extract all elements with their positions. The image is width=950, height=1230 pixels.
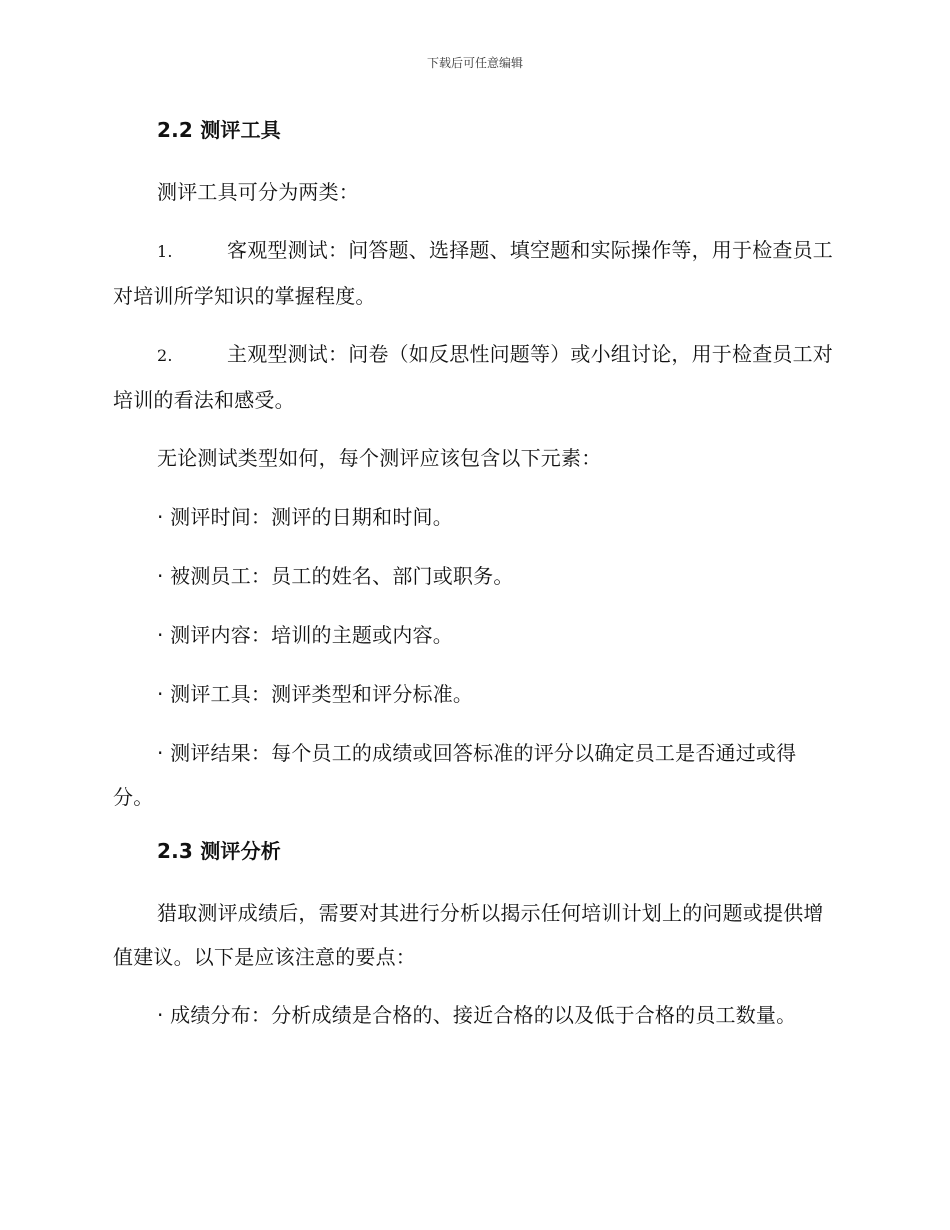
analysis-intro: 猎取测评成绩后，需要对其进行分析以揭示任何培训计划上的问题或提供增值建议。以下是应该注意的要点： [113,901,824,969]
tools-intro: 测评工具可分为两类： [157,180,359,204]
list-text: 主观型测试：问卷（如反思性问题等）或小组讨论，用于检查员工对培训的看法和感受。 [113,342,833,412]
list-number: 2. [157,346,173,365]
list-item-subjective [113,332,835,422]
section-heading-2-2: 2.2 测评工具 [157,118,281,142]
bullet-item: · 测评内容：培训的主题或内容。 [157,623,453,647]
list-number: 1. [157,242,173,261]
list-item-objective [113,228,835,318]
bullet-item: · 测评时间：测评的日期和时间。 [157,505,453,529]
page-header: 下载后可任意编辑 [426,56,523,70]
bullet-item: · 测评工具：测评类型和评分标准。 [157,682,474,706]
bullet-item: · 成绩分布：分析成绩是合格的、接近合格的以及低于合格的员工数量。 [157,1003,797,1027]
bullet-item: · 被测员工：员工的姓名、部门或职务。 [157,564,514,588]
bullet-item: · 测评结果：每个员工的成绩或回答标准的评分以确定员工是否通过或得分。 [113,741,797,809]
elements-intro: 无论测试类型如何，每个测评应该包含以下元素： [157,446,602,470]
document-body [113,112,835,1037]
list-text: 客观型测试：问答题、选择题、填空题和实际操作等，用于检查员工对培训所学知识的掌握程度。 [113,238,833,308]
section-heading-2-3: 2.3 测评分析 [157,839,281,863]
